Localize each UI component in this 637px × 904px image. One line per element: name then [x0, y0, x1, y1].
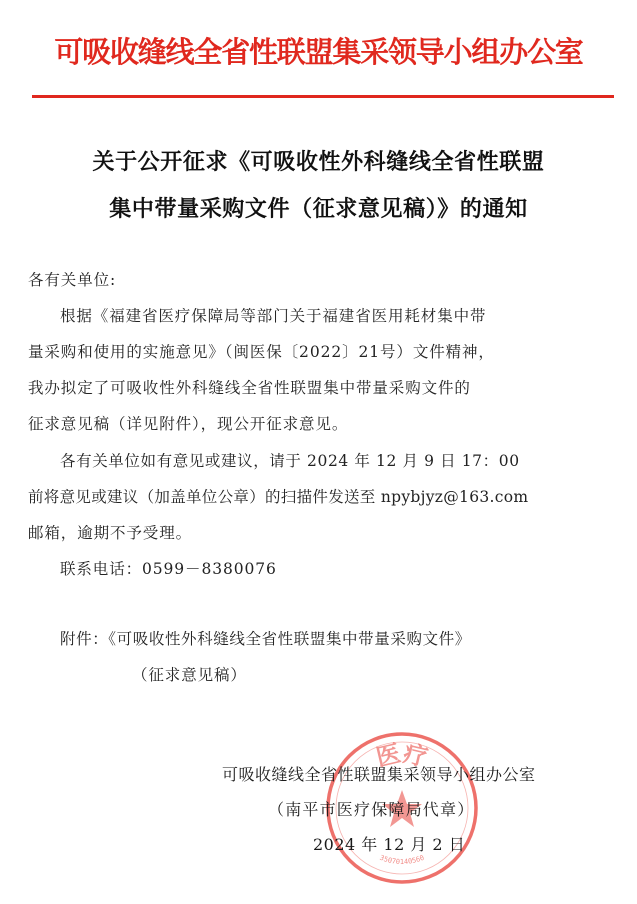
paragraph-1-line-2: 量采购和使用的实施意见》（闽医保〔2022〕21号）文件精神，: [28, 343, 495, 361]
paragraph-2-line-1: 各有关单位如有意见或建议，请于 2024 年 12 月 9 日 17：00: [60, 452, 520, 470]
paragraph-1-line-1: 根据《福建省医疗保障局等部门关于福建省医用耗材集中带: [60, 307, 487, 325]
signature-office: 可吸收缝线全省性联盟集采领导小组办公室: [222, 765, 536, 784]
attachment-reference: 附件：《可吸收性外科缝线全省性联盟集中带量采购文件》: [60, 630, 471, 648]
contact-phone: 联系电话：0599－8380076: [60, 560, 277, 578]
seal-serial-number: 35070140560: [378, 853, 426, 867]
paragraph-2-line-3: 邮箱，逾期不予受理。: [28, 524, 193, 542]
signature-proxy-seal-note: （南平市医疗保障局代章）: [268, 800, 475, 819]
header-red-rule: [32, 95, 614, 98]
seal-top-text: 医疗: [373, 738, 431, 772]
salutation: 各有关单位:: [28, 271, 117, 289]
paragraph-2-line-2: 前将意见或建议（加盖单位公章）的扫描件发送至 npybjyz@163.com: [28, 488, 529, 506]
document-title-line-2: 集中带量采购文件（征求意见稿）》的通知: [109, 196, 528, 222]
attachment-draft-note: （征求意见稿）: [132, 666, 247, 684]
svg-text:35070140560: [379, 854, 426, 866]
issuing-office-header: 可吸收缝线全省性联盟集采领导小组办公室: [54, 35, 583, 69]
paragraph-1-line-3: 我办拟定了可吸收性外科缝线全省性联盟集中带量采购文件的: [28, 379, 471, 397]
document-title-line-1: 关于公开征求《可吸收性外科缝线全省性联盟: [92, 149, 545, 175]
signature-date: 2024 年 12 月 2 日: [313, 835, 466, 854]
paragraph-1-line-4: 征求意见稿（详见附件），现公开征求意见。: [28, 415, 349, 433]
